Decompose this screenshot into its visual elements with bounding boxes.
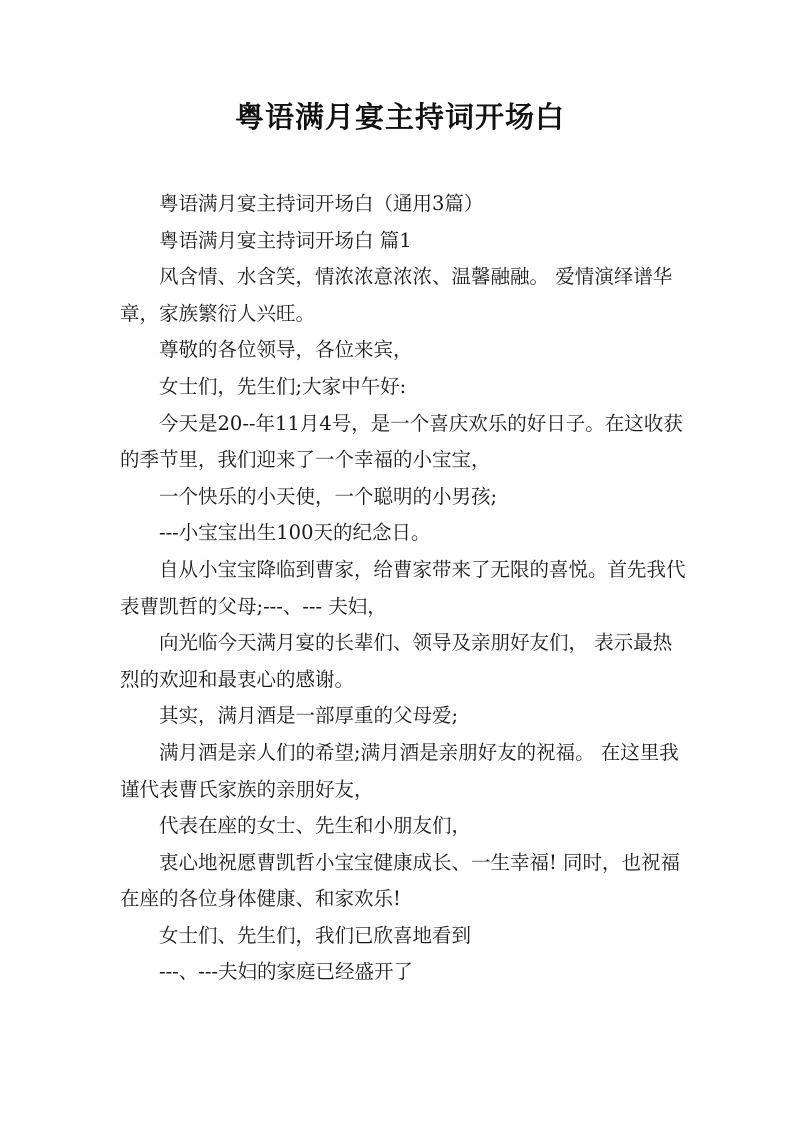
document-title: 粤语满月宴主持词开场白 [234,100,565,134]
paragraph: 其实，满月酒是一部厚重的父母爱; [159,704,459,728]
paragraph: ---、---夫妇的家庭已经盛开了 [159,960,414,984]
paragraph: 今天是20--年11月4号，是一个喜庆欢乐的好日子。在这收获的季节里，我们迎来了一个幸福的小宝宝， [120,411,683,472]
paragraph: 风含情、水含笑，情浓浓意浓浓、温馨融融。 爱情演绎谱华章，家族繁衍人兴旺。 [120,265,673,325]
paragraph: 向光临今天满月宴的长辈们、领导及亲朋好友们， 表示最热烈的欢迎和最衷心的感谢。 [120,631,673,691]
paragraph: 粤语满月宴主持词开场白 篇1 [159,228,412,252]
paragraph: 衷心地祝愿曹凯哲小宝宝健康成长、一生幸福! 同时，也祝福在座的各位身体健康、和家欢乐! [120,850,681,911]
paragraph: 粤语满月宴主持词开场白（通用3篇） [159,192,484,215]
paragraph: ---小宝宝出生100天的纪念日。 [159,521,431,545]
paragraph: 一个快乐的小天使，一个聪明的小男孩; [159,484,498,508]
paragraph: 女士们，先生们;大家中午好: [159,374,407,398]
paragraph: 满月酒是亲人们的希望;满月酒是亲朋好友的祝福。 在这里我谨代表曹氏家族的亲朋好友， [120,740,679,801]
paragraph: 代表在座的女士、先生和小朋友们， [159,814,472,838]
paragraph: 尊敬的各位领导，各位来宾， [159,338,413,362]
document-body [120,186,690,991]
paragraph: 自从小宝宝降临到曹家，给曹家带来了无限的喜悦。首先我代表曹凯哲的父母;---、--- 夫妇， [120,557,686,618]
paragraph: 女士们、先生们，我们已欣喜地看到 [159,923,472,947]
